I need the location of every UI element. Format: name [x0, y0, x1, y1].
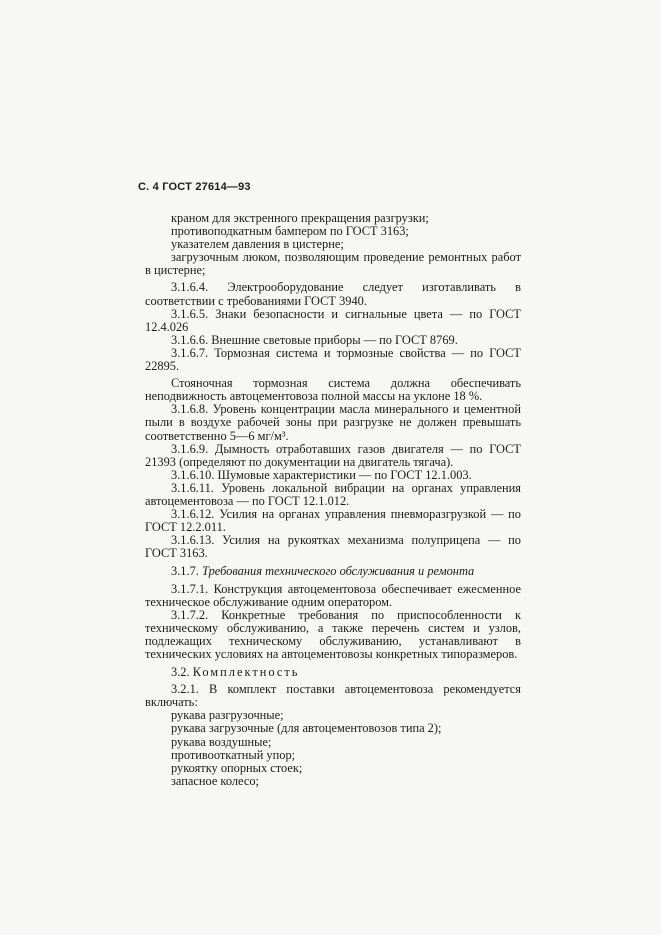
- paragraph: указателем давления в цистерне;: [171, 237, 344, 252]
- paragraph: 3.1.6.8. Уровень концентрации масла минерального и цементной пыли в воздухе рабочей зоны при разгрузке не должен превышать соответственно 5—6 мг/м³.: [145, 402, 521, 443]
- paragraph: 3.1.6.4. Электрооборудование следует изготавливать в соответствии с требованиями ГОСТ 3940.: [145, 280, 521, 308]
- paragraph: 3.1.6.7. Тормозная система и тормозные свойства — по ГОСТ 22895.: [145, 345, 521, 374]
- paragraph: 3.1.7.1. Конструкция автоцементовоза обеспечивает ежесменное техническое обслуживание одним оператором.: [145, 581, 521, 609]
- section-heading-317: [145, 565, 521, 578]
- list-item: запасное колесо;: [171, 773, 259, 788]
- paragraph: 3.1.6.11. Уровень локальной вибрации на органах управления автоцементовоза — по ГОСТ 12.1.012.: [145, 480, 521, 508]
- paragraph: 3.1.6.13. Усилия на рукоятках механизма полуприцепа — по ГОСТ 3163.: [145, 533, 521, 561]
- paragraph: противоподкатным бампером по ГОСТ 3163;: [171, 224, 409, 239]
- paragraph: 3.1.6.9. Дымность отработавших газов двигателя — по ГОСТ 21393 (определяют по документации на двигатель тягача).: [145, 441, 521, 469]
- paragraph: краном для экстренного прекращения разгрузки;: [171, 211, 429, 225]
- page-header: С. 4 ГОСТ 27614—93: [138, 181, 251, 193]
- list-item: рукава разгрузочные;: [171, 708, 284, 723]
- list-item: рукава загрузочные (для автоцементовозов типа 2);: [171, 721, 442, 736]
- section-heading-32: [145, 666, 521, 679]
- paragraph: 3.1.6.12. Усилия на органах управления пневморазгрузкой — по ГОСТ 12.2.011.: [145, 507, 521, 535]
- list-item: противооткатный упор;: [171, 747, 296, 762]
- paragraph: 3.2.1. В комплект поставки автоцементовоза рекомендуется включать:: [145, 682, 521, 710]
- list-item: рукава воздушные;: [171, 734, 272, 749]
- section-number: 3.2.: [171, 665, 190, 680]
- section-number: 3.1.7.: [171, 564, 199, 579]
- list-item: рукоятку опорных стоек;: [171, 760, 303, 775]
- body-text: [145, 212, 521, 788]
- paragraph: 3.1.6.5. Знаки безопасности и сигнальные цвета — по ГОСТ 12.4.026: [145, 306, 521, 334]
- paragraph: 3.1.6.10. Шумовые характеристики — по ГОСТ 12.1.003.: [171, 467, 472, 482]
- section-title: Требования технического обслуживания и ремонта: [202, 564, 475, 579]
- paragraph: 3.1.6.6. Внешние световые приборы — по ГОСТ 8769.: [171, 332, 458, 347]
- paragraph: 3.1.7.2. Конкретные требования по приспособленности к техническому обслуживанию, а также перечень систем и узлов, подлежащих техническому обслуживанию, устанавливают в технических условиях на автоцементовозы конкретных типоразмеров.: [145, 607, 521, 661]
- paragraph: загрузочным люком, позволяющим проведение ремонтных работ в цистерне;: [145, 250, 521, 278]
- section-title: Комплектность: [192, 665, 300, 680]
- paragraph: Стояночная тормозная система должна обеспечивать неподвижность автоцементовоза полной массы на уклоне 18 %.: [145, 376, 521, 404]
